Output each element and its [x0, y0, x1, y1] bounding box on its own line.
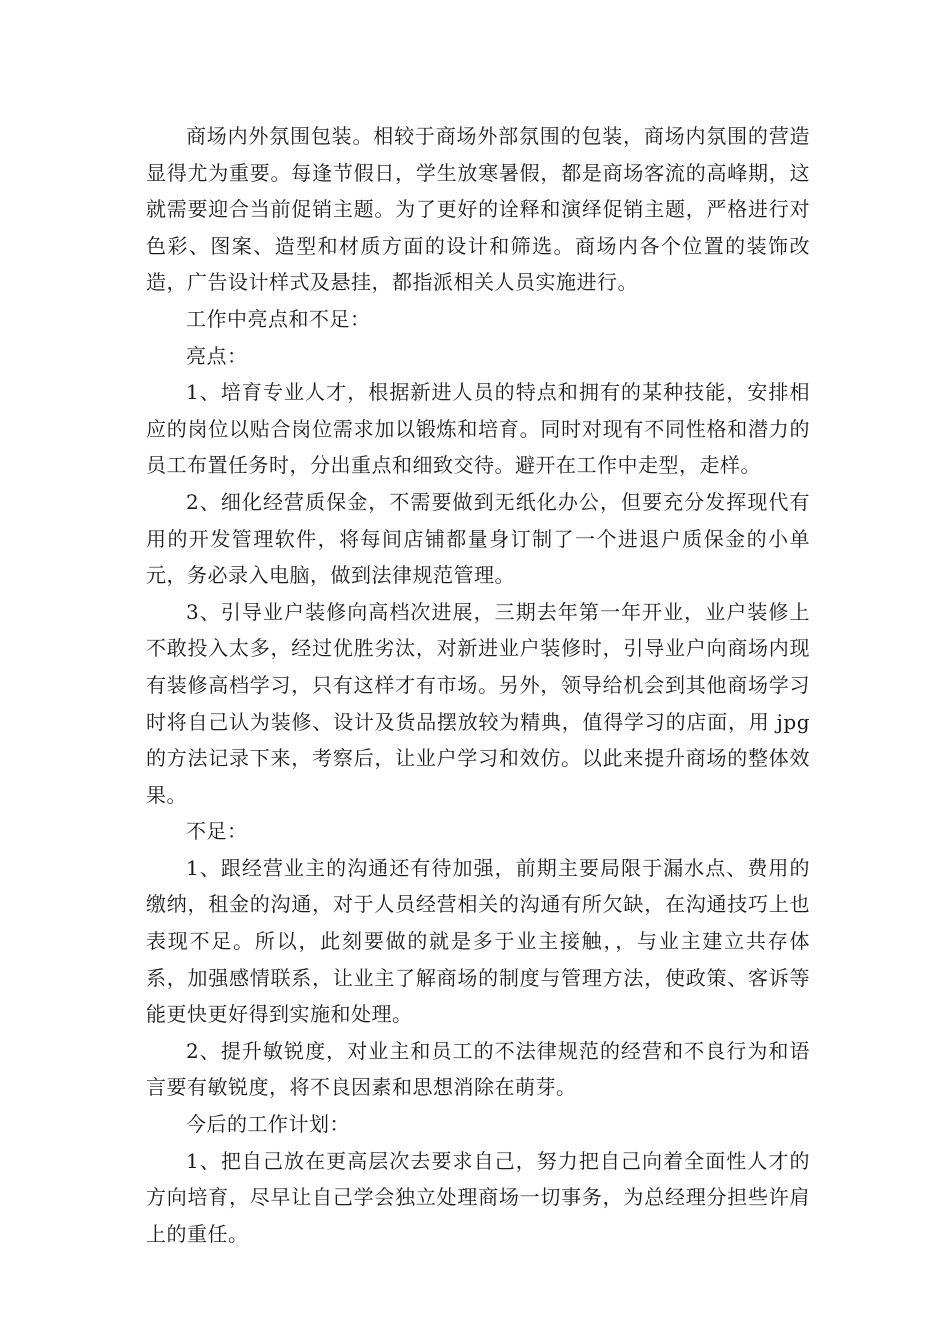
plan-item-1: 1、把自己放在更高层次去要求自己，努力把自己向着全面性人才的方向培育，尽早让自己学会独立处理商场一切事务，为总经理分担些许肩上的重任。	[146, 1148, 810, 1246]
heading-future-plan: 今后的工作计划：	[186, 1112, 350, 1137]
heading-highlights: 亮点：	[186, 343, 248, 368]
document-body	[146, 118, 810, 1252]
paragraph-atmosphere-packaging: 商场内外氛围包装。相较于商场外部氛围的包装，商场内氛围的营造显得尤为重要。每逢节假日，学生放寒暑假，都是商场客流的高峰期，这就需要迎合当前促销主题。为了更好的诠释和演绎促销主题，严格进行对色彩、图案、造型和材质方面的设计和筛选。商场内各个位置的装饰改造，广告设计样式及悬挂，都指派相关人员实施进行。	[146, 124, 810, 295]
highlight-item-1: 1、培育专业人才，根据新进人员的特点和拥有的某种技能，安排相应的岗位以贴合岗位需求加以锻炼和培育。同时对现有不同性格和潜力的员工布置任务时，分出重点和细致交待。避开在工作中走型，走样。	[146, 380, 810, 478]
highlight-item-2: 2、细化经营质保金，不需要做到无纸化办公，但要充分发挥现代有用的开发管理软件，将每间店铺都量身订制了一个进退户质保金的小单元，务必录入电脑，做到法律规范管理。	[146, 489, 810, 588]
shortcoming-item-1: 1、跟经营业主的沟通还有待加强，前期主要局限于漏水点、费用的缴纳，租金的沟通，对于人员经营相关的沟通有所欠缺，在沟通技巧上也表现不足。所以，此刻要做的就是多于业主接触，，与业主建立共存体系，加强感情联系，让业主了解商场的制度与管理方法，使政策、客诉等能更快更好得到实施和处理。	[146, 855, 810, 1027]
heading-shortcomings: 不足：	[186, 819, 248, 844]
heading-highlights-and-shortcomings: 工作中亮点和不足：	[186, 306, 371, 331]
shortcoming-item-2: 2、提升敏锐度，对业主和员工的不法律规范的经营和不良行为和语言要有敏锐度，将不良因素和思想消除在萌芽。	[146, 1038, 810, 1100]
highlight-item-3: 3、引导业户装修向高档次进展，三期去年第一年开业，业户装修上不敢投入太多，经过优胜劣汰，对新进业户装修时，引导业户向商场内现有装修高档学习，只有这样才有市场。另外，领导给机会到其他商场学习时将自己认为装修、设计及货品摆放较为精典，值得学习的店面，用 jpg 的方法记录下来，考察后，让业户学习和效仿。以此来提升商场的整体效果。	[146, 599, 810, 807]
